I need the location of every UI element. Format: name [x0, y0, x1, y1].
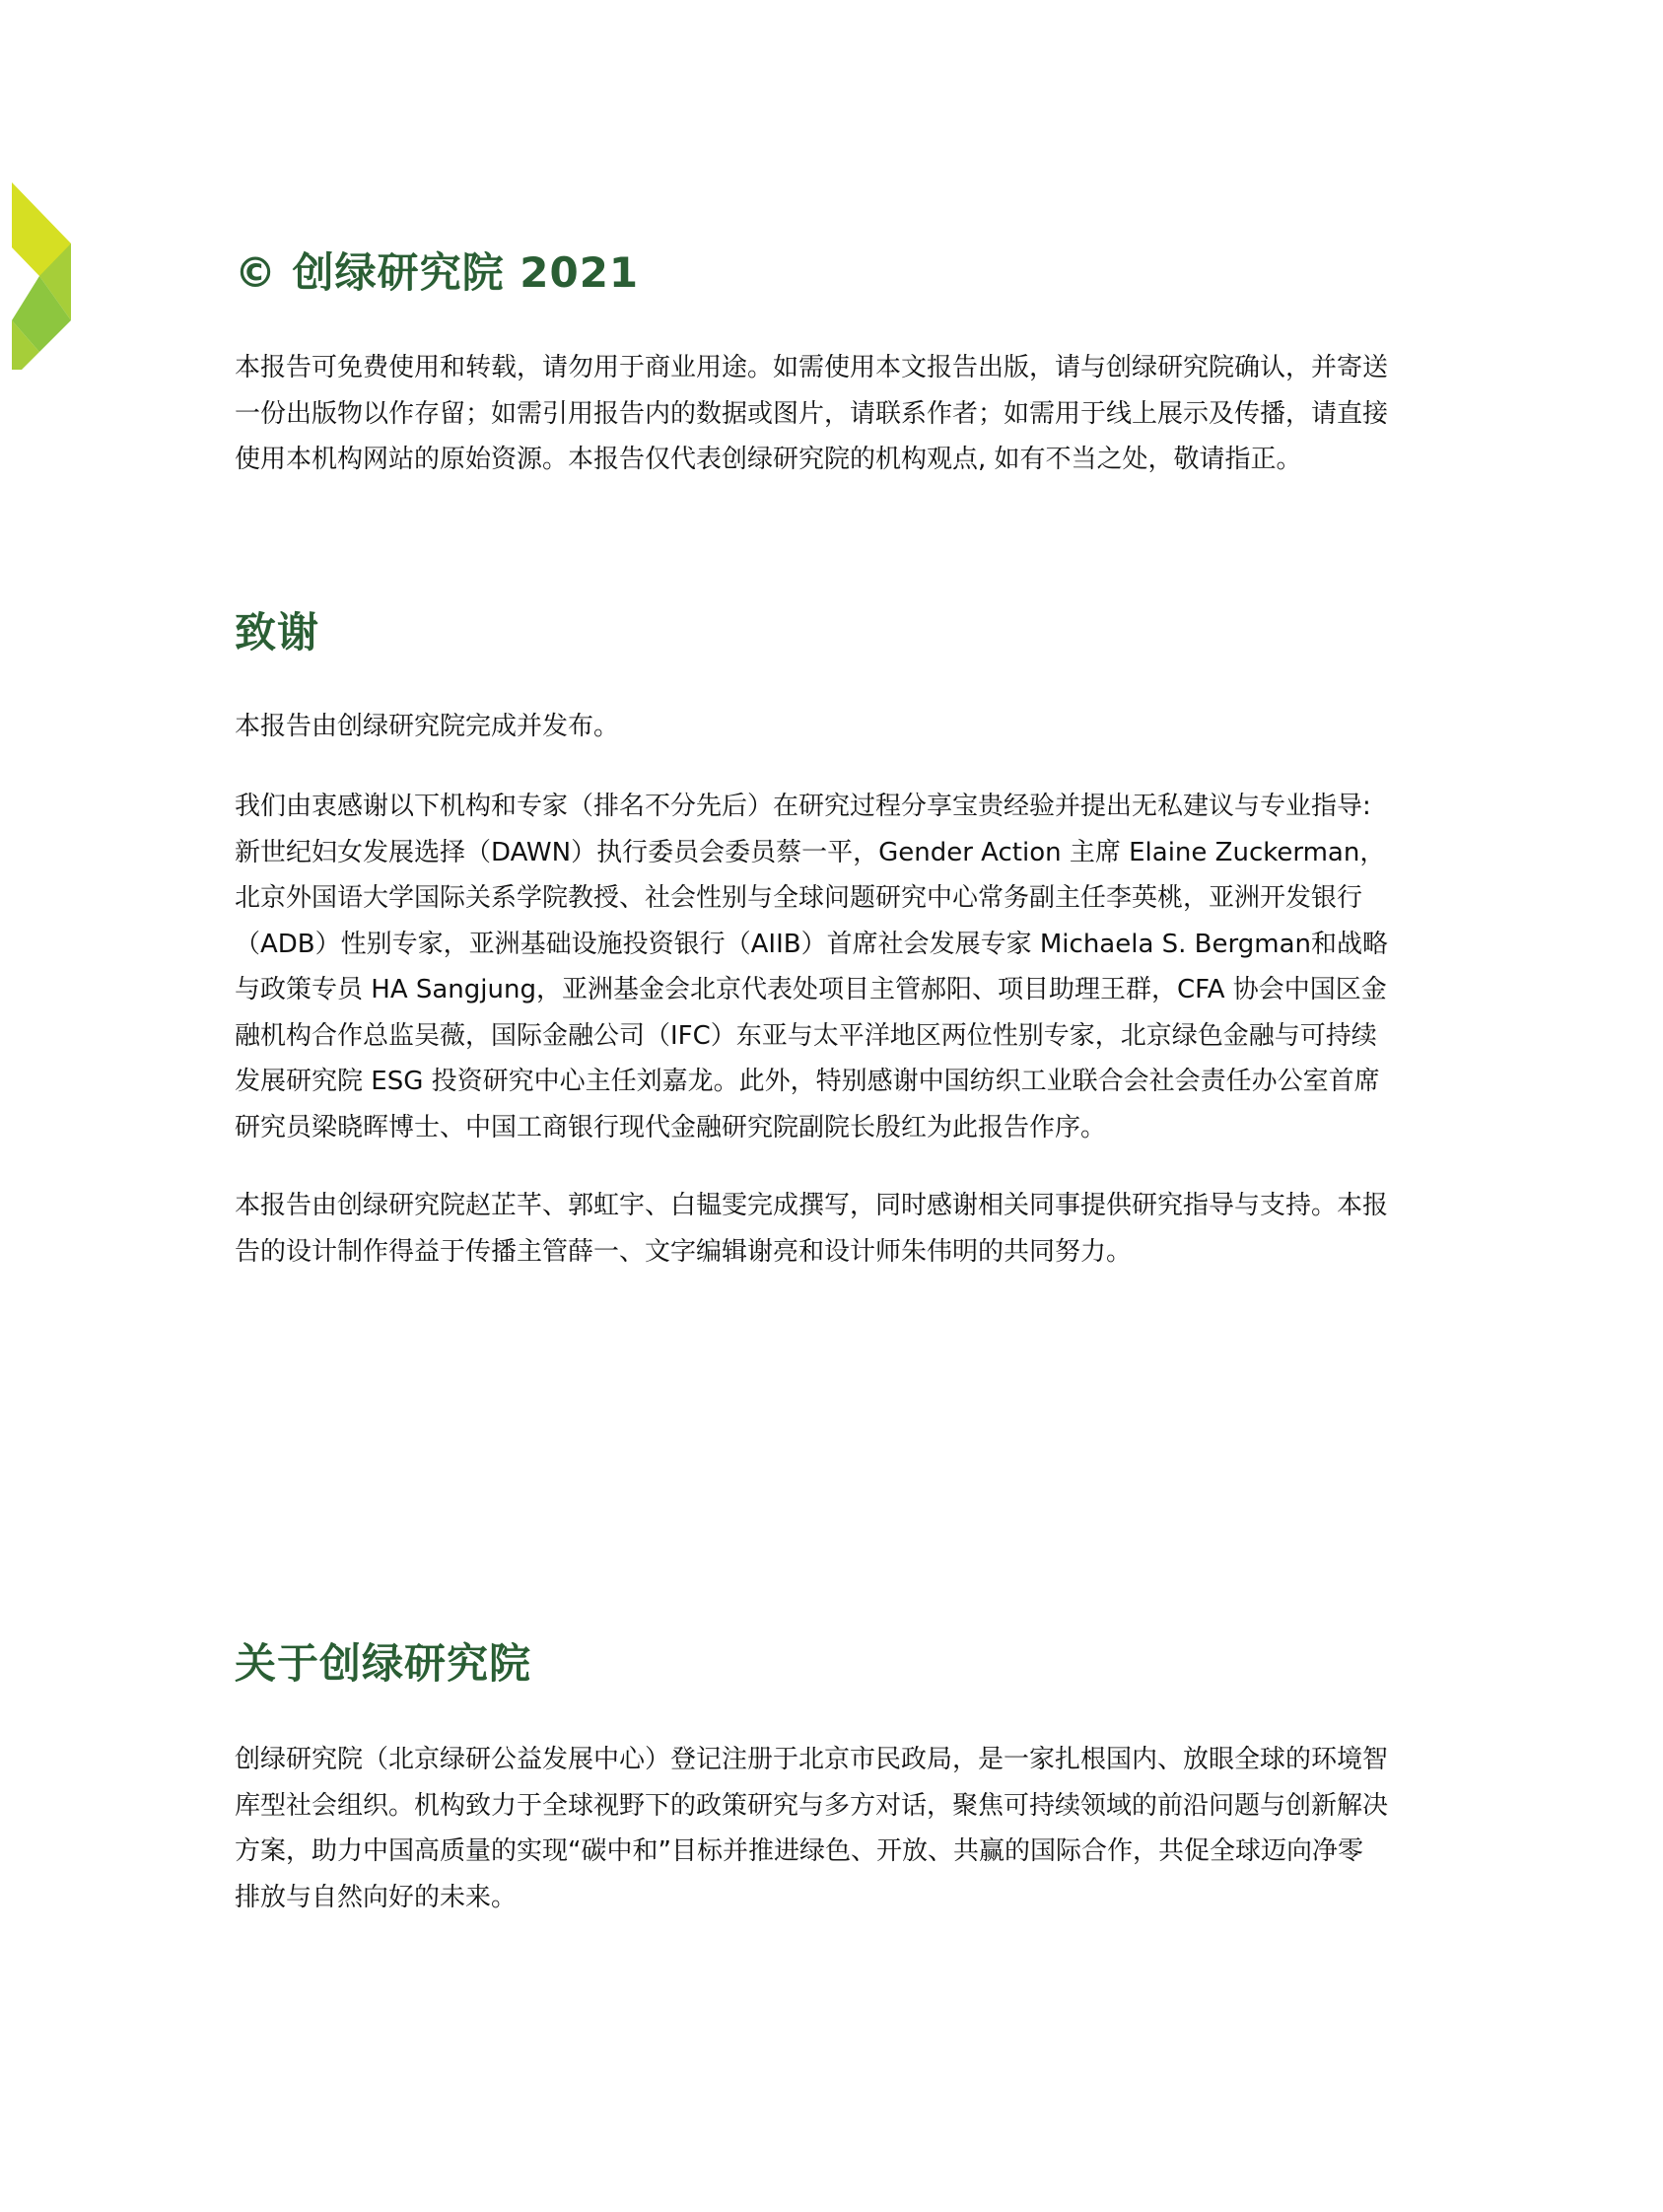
text-line: 本报告由创绿研究院赵芷芊、郭虹宇、白韫雯完成撰写，同时感谢相关同事提供研究指导与支持。本报	[235, 1191, 1389, 1220]
text-line: 我们由衷感谢以下机构和专家（排名不分先后）在研究过程分享宝贵经验并提出无私建议与专业指导:	[235, 792, 1371, 821]
acknowledgements-authors	[235, 1183, 1429, 1275]
text-line: 一份出版物以作存留；如需引用报告内的数据或图片，请联系作者；如需用于线上展示及传播，请直接	[235, 398, 1389, 429]
acknowledgements-heading: 致谢	[235, 608, 320, 657]
text-line: （ADB）性别专家，亚洲基础设施投资银行（AIIB）首席社会发展专家 Michaela S. Bergman和战略	[235, 929, 1388, 959]
text-line: 使用本机构网站的原始资源。本报告仅代表创绿研究院的机构观点, 如有不当之处，敬请指正。	[235, 445, 1302, 474]
text-line: 告的设计制作得益于传播主管薛一、文字编辑谢亮和设计师朱伟明的共同努力。	[235, 1236, 1133, 1267]
copyright-notice	[235, 345, 1429, 483]
text-line: 研究员梁晓晖博士、中国工商银行现代金融研究院副院长殷红为此报告作序。	[235, 1112, 1107, 1142]
text-line: 排放与自然向好的未来。	[235, 1882, 518, 1912]
text-line: 北京外国语大学国际关系学院教授、社会性别与全球问题研究中心常务副主任李英桃，亚洲开发银行	[235, 883, 1363, 913]
text-line: 方案，助力中国高质量的实现“碳中和”目标并推进绿色、开放、共赢的国际合作，共促全球迈向净零	[235, 1836, 1363, 1866]
acknowledgements-thanks	[235, 784, 1429, 1150]
acknowledgements-intro	[235, 704, 1429, 750]
copyright-heading: © 创绿研究院 2021	[235, 248, 640, 297]
about-description	[235, 1737, 1429, 1920]
brand-chevron-logo-icon	[0, 182, 79, 370]
text-line: 本报告由创绿研究院完成并发布。	[235, 712, 620, 741]
text-line: 新世纪妇女发展选择（DAWN）执行委员会委员蔡一平，Gender Action 主席 Elaine Zuckerman，	[235, 837, 1386, 867]
text-line: 创绿研究院（北京绿研公益发展中心）登记注册于北京市民政局，是一家扎根国内、放眼全球的环境智	[235, 1745, 1389, 1774]
text-line: 本报告可免费使用和转载，请勿用于商业用途。如需使用本文报告出版，请与创绿研究院确认，并寄送	[235, 353, 1389, 382]
text-line: 融机构合作总监吴薇，国际金融公司（IFC）东亚与太平洋地区两位性别专家，北京绿色金融与可持续	[235, 1020, 1377, 1051]
text-line: 与政策专员 HA Sangjung，亚洲基金会北京代表处项目主管郝阳、项目助理王群，CFA 协会中国区金	[235, 975, 1387, 1004]
about-heading: 关于创绿研究院	[235, 1639, 532, 1688]
text-line: 库型社会组织。机构致力于全球视野下的政策研究与多方对话，聚焦可持续领域的前沿问题与创新解决	[235, 1790, 1389, 1821]
text-line: 发展研究院 ESG 投资研究中心主任刘嘉龙。此外，特别感谢中国纺织工业联合会社会责任办公室首席	[235, 1067, 1380, 1096]
